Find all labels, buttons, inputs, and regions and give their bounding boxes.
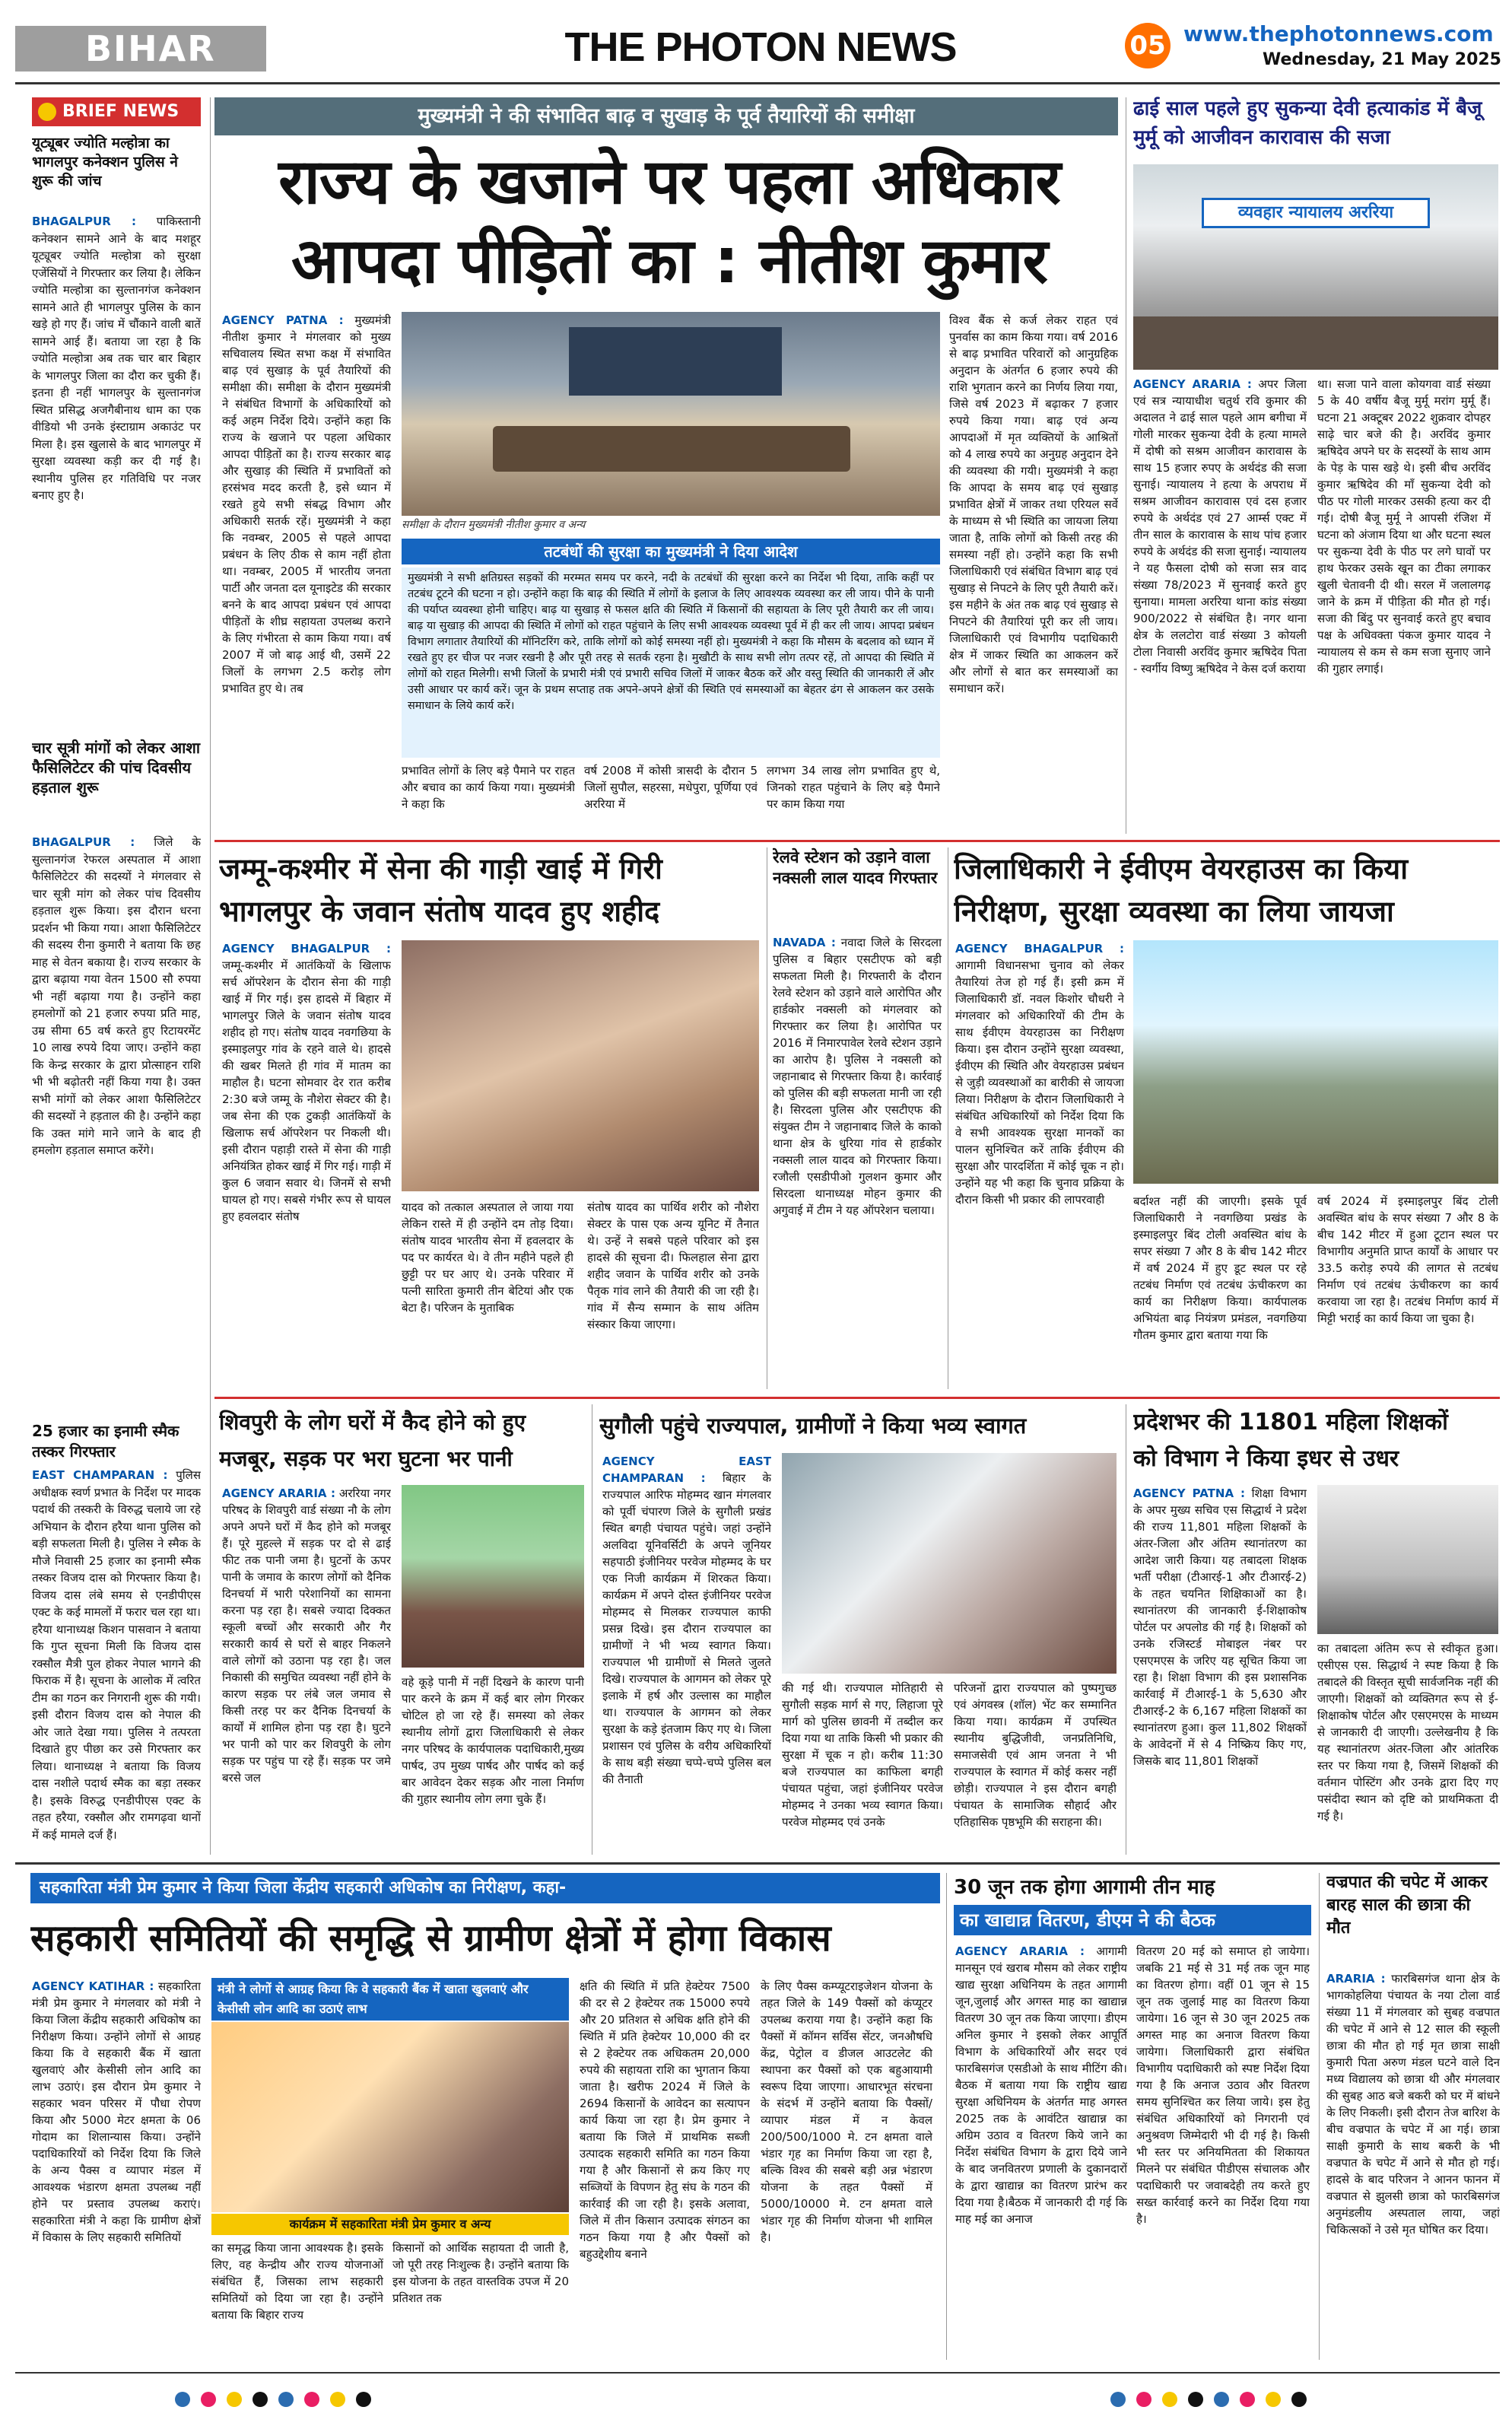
coop-bottom-col: का समृद्ध किया जाना आवश्यक है। इसके लिए, वह केन्द्रीय और राज्य योजनाओं संबंधित हैं, जिसका लाभ सहकारी समितियों को दिया जा रहा है। उन्होंने बताया कि बिहार राज्य <box>211 2241 383 2322</box>
lightning-text: फारबिसगंज थाना क्षेत्र के भागकोहलिया पंचायत के नया टोला वार्ड संख्या 11 में मंगलवार को सुबह वज्रपात की चपेट में आने से 12 साल की स्कूली छात्रा की मौत हो गई मृत छात्रा साक्षी कुमारी पिता अरुण मंडल घटने वाले दिन मध्य विद्यालय को छात्रा थी और मंगलवार की सुबह आठ बजे बकरी को घर में बांधने के लिए निकली। इसी दौरान तेज बारिश के बीच वज्रपात के चपेट में आ गई। छात्रा साक्षी कुमारी के साथ बकरी के भी वज्रपात के चपेट में आने से मौत हो गई। हादसे के बाद परिजन ने आनन फानन में वज्रपात से झुलसी छात्रा को फारबिसगंज अनुमंडलीय अस्पताल लाया, जहां चिकित्सकों ने उसे मृत घोषित कर दिया। <box>1326 1972 1500 2237</box>
shivpuri-column <box>222 1485 391 1855</box>
brief-headline: 25 हजार का इनामी स्मैक तस्कर गिरफ्तार <box>32 1422 179 1461</box>
brief-headline: यूट्यूबर ज्योति मल्होत्रा का भागलपुर कनेक्शन पुलिस ने शुरू की जांच <box>32 135 178 189</box>
column-divider <box>946 1873 947 2360</box>
lead-column <box>222 312 391 829</box>
coop-photo-banner: मंत्री ने लोगों से आग्रह किया कि वे सहकारी बैंक में खाता खुलवाएं और केसीसी लोन आदि का उठाएं लाभ <box>211 1978 569 2021</box>
page-number: 05 <box>1125 23 1171 68</box>
evm-headline: जिलाधिकारी ने ईवीएम वेयरहाउस का किया <box>954 852 1409 886</box>
lead-photo <box>402 312 940 516</box>
color-dots-right <box>1110 2392 1339 2410</box>
teachers-text: शिक्षा विभाग के अपर मुख्य सचिव एस सिद्धार्थ ने प्रदेश की राज्य 11,801 महिला शिक्षकों के अंतर-जिला और अंतिम स्थानांतरण का आदेश जारी किया। यह तबादला शिक्षक भर्ती परीक्षा (टीआरई-1 और टीआरई-2) के तहत चयनित शिक्षिकाओं का है। स्थानांतरण की जानकारी ई-शिक्षाकोष पोर्टल पर अपलोड की गई है। शिक्षकों को उनके रजिस्टर्ड मोबाइल नंबर पर एसएमएस के जरिए यह सूचित किया जा रहा है। शिक्षा विभाग की इस प्रशासनिक कार्रवाई में टीआरई-1 के 5,630 और टीआरई-2 के 6,167 महिला शिक्षकों का स्थानांतरण हुआ। कुल 11,802 शिक्षकों के आवेदनों में से 4 निष्क्रिय किए गए, जिसके बाद 11,801 शिक्षकों <box>1133 1486 1307 1768</box>
evm-photo <box>1133 940 1498 1184</box>
lead-kicker: मुख्यमंत्री ने की संभावित बाढ़ व सुखाड़ के पूर्व तैयारियों की समीक्षा <box>214 97 1118 135</box>
lead-bottom-col: प्रभावित लोगों के लिए बड़े पैमाने पर राहत और बचाव का कार्य किया गया। मुख्यमंत्री ने कहा कि <box>402 764 575 811</box>
color-dots-left <box>175 2392 403 2410</box>
section-tag: BIHAR <box>15 26 266 72</box>
jk-photo <box>402 940 759 1191</box>
evm-text: आगामी विधानसभा चुनाव को लेकर तैयारियां तेज हो गई हैं। इसी क्रम में जिलाधिकारी डॉ. नवल किशोर चौधरी ने मंगलवार को अधिकारियों की टीम के साथ ईवीएम वेयरहाउस का निरीक्षण किया। इस दौरान उन्होंने सुरक्षा व्यवस्था, ईवीएम की स्थिति और वेयरहाउस प्रबंधन से जुड़ी व्यवस्थाओं का बारीकी से जायजा लिया। निरीक्षण के दौरान जिलाधिकारी ने संबंधित अधिकारियों को निर्देश दिया कि वे सभी आवश्यक सुरक्षा मानकों का पालन सुनिश्चित करें ताकि ईवीएम की सुरक्षा और पारदर्शिता में कोई चूक न हो। उन्होंने यह भी कहा कि चुनाव प्रक्रिया के दौरान किसी भी प्रकार की लापरवाही <box>955 959 1124 1207</box>
register-dot <box>227 2392 242 2407</box>
meeting-table <box>493 426 850 472</box>
sugauli-column <box>602 1453 771 1855</box>
coop-column <box>32 1978 201 2358</box>
sub-box: मुख्यमंत्री ने सभी क्षतिग्रस्त सड़कों की मरम्मत समय पर करने, नदी के तटबंधों की सुरक्षा करने का निर्देश भी दिया, ताकि कहीं पर तटबंध टूटने की घटना न हो। उन्होंने कहा कि बाढ़ की स्थिति में लोगों के इलाज के लिए आवश्यक व्यवस्था कर ली जाय। पीने के पानी की पर्याप्त व्यवस्था होनी चाहिए। बाढ़ या सुखाड़ से फसल क्षति की स्थिति में किसानों की सहायता के लिए पूरी तैयारी कर ली जाय। बाढ़ या सुखाड़ की आपदा की स्थिति में लोगों को राहत पहुंचाने के लिए सभी आवश्यक व्यवस्था पूर्व में ही कर ली जाय। आपदा प्रबंधन विभाग लगातार तैयारियों की मॉनिटरिंग करे, ताकि लोगों को कोई समस्या नहीं हो। मुख्यमंत्री ने कहा कि मौसम के बदलाव को ध्यान में रखते हुए हर चीज पर नजर रखनी है और पूरी तरह से सतर्क रहना है। मुखौटी के साथ सभी लोग तत्पर रहें, तो आपदा की स्थिति में लोगों को राहत मिलेगी। सभी जिलों के प्रभारी मंत्री एवं प्रभारी सचिव जिलों में जाकर बैठक करें और वस्तु स्थिति की जानकारी लें और उसी आधार पर कार्य करें। जून के प्रथम सप्ताह तक अपने-अपने क्षेत्रों की स्थिति एवं समस्याओं का बेहतर ढंग से आकलन कर उसके समाधान के लिये कार्य करें। <box>402 568 940 758</box>
dateline: AGENCY PATNA : <box>1133 1486 1246 1500</box>
evm-column <box>955 940 1124 1248</box>
dateline: AGENCY KATIHAR : <box>32 1979 154 1993</box>
masthead <box>0 0 1512 85</box>
jk-bottom-col: यादव को तत्काल अस्पताल ले जाया गया लेकिन रास्ते में ही उन्होंने दम तोड़ दिया। संतोष यादव भारतीय सेना में हवलदार के पद पर कार्यरत थे। वे तीन महीने पहले ही छुट्टी पर घर आए थे। उनके परिवार में पत्नी सारिता कुमारी तीन बेटियां और एक बेटा है। परिजन के मुताबिक <box>402 1200 573 1315</box>
ration-headline: का खाद्यान्न वितरण, डीएम ने की बैठक <box>954 1905 1311 1935</box>
register-dot <box>1266 2392 1281 2407</box>
register-dot <box>201 2392 216 2407</box>
brief-body <box>32 1467 201 1855</box>
crowd <box>1133 316 1498 370</box>
dateline: AGENCY BHAGALPUR : <box>222 942 391 955</box>
register-dot <box>1162 2392 1177 2407</box>
sub-kicker: तटबंधों की सुरक्षा का मुख्यमंत्री ने दिया आदेश <box>402 539 940 564</box>
evm-bottom-col: वर्ष 2024 में इस्माइलपुर बिंद टोली अवस्थित बांध के सपर संख्या 7 और 8 के बीच 142 मीटर में हुआ टूटान स्थल पर विभागीय अनुमति प्राप्त कार्यों के आधार पर 33.5 करोड़ रुपये की लागत से तटबंध निर्माण एवं तटबंध ऊंचीकरण का कार्य करवाया जा रहा है। तटबंध निर्माण कार्य में मिट्टी भराई का कार्य किया जा चुका है। <box>1317 1194 1498 1325</box>
dateline: ARARIA : <box>1326 1972 1386 1986</box>
brief-headline: चार सूत्री मांगों को लेकर आशा फैसिलिटेटर की पांच दिवसीय हड़ताल शुरू <box>32 739 201 796</box>
register-dot <box>175 2392 190 2407</box>
sugauli-bottom-col: परिजनों द्वारा राज्यपाल को पुष्पगुच्छ एवं अंगवस्त्र (शॉल) भेंट कर सम्मानित किया गया। कार्यक्रम में उपस्थित स्थानीय बुद्धिजीवी, जनप्रतिनिधि, समाजसेवी एवं आम जनता ने भी राज्यपाल के स्वागत में कोई कसर नहीं छोड़ी। राज्यपाल ने इस दौरान बगही पंचायत के सामाजिक सौहार्द और एतिहासिक पृष्ठभूमि की सराहना की। <box>954 1681 1117 1829</box>
teachers-photo <box>1317 1485 1498 1634</box>
photo-caption: समीक्षा के दौरान मुख्यमंत्री नीतीश कुमार व अन्य <box>402 519 586 531</box>
brief-news-label: BRIEF NEWS <box>32 97 201 126</box>
section-rule <box>15 1862 1500 1865</box>
register-dot <box>1110 2392 1126 2407</box>
shivpuri-headline: मजबूर, सड़क पर भरा घुटना भर पानी <box>219 1446 513 1471</box>
dateline: EAST CHAMPARAN : <box>32 1468 168 1482</box>
lead-bottom-col: वर्ष 2008 में कोसी त्रासदी के दौरान 5 जिलों सुपौल, सहरसा, मधेपुरा, पूर्णिया एवं अररिया में <box>584 764 758 811</box>
dateline: AGENCY PATNA : <box>222 313 344 327</box>
lead-bottom-col: लगभग 34 लाख लोग प्रभावित हुए थे, जिनको राहत पहुंचाने के लिए बड़े पैमाने पर काम किया गया <box>767 764 940 811</box>
brief-text: जिले के सुल्तानगंज रेफरल अस्पताल में आशा फैसिलिटेटर की सदस्यों ने मंगलवार से चार सूत्री मांग को लेकर पांच दिवसीय हड़ताल शुरू किया। इस दौरान धरना प्रदर्शन भी किया गया। आशा फैसिलिटेटर की सदस्य रीना कुमारी ने बताया कि छह माह से वेतन बकाया है। राज्य सरकार के द्वारा बढ़ाया गया वेतन 1500 सौ रुपया भी नहीं बढ़ाया गया है। उन्होंने कहा हमलोगों को 21 हजार रुपया प्रति माह, उम्र सीमा 65 वर्ष करते हुए रिटायरमेंट 10 लाख रुपये दिया जाए। उन्होंने कहा कि केन्द्र सरकार के द्वारा प्रोत्साहन राशि भी भी बढ़ोतरी नहीं किया गया है। उक्त सभी मांगों को लेकर आशा फैसिलिटेटर की सदस्यों ने हड़ताल की है। उन्होंने कहा कि उक्त मांगे माने जाने के बाद ही हमलोग हड़ताल समाप्त करेंगे। <box>32 835 201 1157</box>
dateline: NAVADA : <box>773 936 836 949</box>
register-dot <box>278 2392 294 2407</box>
register-dot <box>1136 2392 1151 2407</box>
railway-text: नवादा जिले के सिरदला पुलिस व बिहार एसटीएफ को बड़ी सफलता मिली है। गिरफ्तारी के दौरान रेलवे स्टेशन को उड़ाने वाले आरोपित और हार्डकोर नक्सली को मंगलवार को गिरफ्तार कर लिया है। आरोपित पर 2016 में निमारपावेल रेलवे स्टेशन उड़ाने का आरोप है। पुलिस ने नक्सली को जहानाबाद से गिरफ्तार किया है। कार्रवाई को पुलिस की बड़ी सफलता मानी जा रही है। सिरदला पुलिस और एसटीएफ की संयुक्त टीम ने जहानाबाद जिले के काको थाना क्षेत्र के धुरिया गांव से हार्डकोर नक्सली लाल यादव को गिरफ्तार किया। रजौली एसडीपीओ गुलशन कुमार और सिरदला थानाध्यक्ष मोहन कुमार की अगुवाई में टीम ने यह ऑपरेशन चलाया। <box>773 936 942 1217</box>
ration-text: आगामी मानसून एवं खराब मौसम को लेकर राष्ट्रीय खाद्य सुरक्षा अधिनियम के तहत आगामी जून,जुलाई और अगस्त माह का खाद्यान्न वितरण 30 जून तक किया जाएगा। डीएम अनिल कुमार ने इसको लेकर आपूर्ति विभाग के अधिकारियों और सदर एवं फारबिसगंज एसडीओ के साथ मीटिंग की। बैठक में बताया गया कि राष्ट्रीय खाद्य सुरक्षा अधिनियम के अंतर्गत माह अगस्त 2025 तक के आवंटित खाद्यान्न का अग्रिम उठाव व वितरण किये जाने का निर्देश संबंधित विभाग के द्वारा दिये जाने के बाद जनवितरण प्रणाली के दुकानदारों के द्वारा खाद्यान्न का वितरण प्रारंभ कर दिया गया है।बैठक में जानकारी दी गई कि माह मई का अनाज <box>955 1944 1127 2226</box>
jk-text: जम्मू-कश्मीर में आतंकियों के खिलाफ सर्च ऑपरेशन के दौरान सेना की गाड़ी खाई में गिर गई। इस हादसे में बिहार में भागलपुर जिले के जवान संतोष यादव शहीद हो गए। संतोष यादव नवगछिया के इस्माइलपुर गांव के रहने वाले थे। हादसे की खबर मिलते ही गांव में मातम का माहौल है। घटना सोमवार देर रात करीब 2:30 बजे जम्मू के नौशेरा सेक्टर की है। जब सेना की एक टुकड़ी आतंकियों के खिलाफ सर्च ऑपरेशन पर निकली थी। इसी दौरान पहाड़ी रास्ते में सेना की गाड़ी अनियंत्रित होकर खाई में गिर गई। गाड़ी में कुल 6 जवान सवार थे। जिनमें से सभी घायल हो गए। सबसे गंभीर रूप से घायल हुए हवलदार संतोष <box>222 959 391 1223</box>
brief-body <box>32 834 201 1404</box>
section-rule <box>214 840 1500 842</box>
shivpuri-photo <box>402 1485 584 1668</box>
sukanya-column <box>1133 376 1307 829</box>
lead-headline: राज्य के खजाने पर पहला अधिकार <box>278 146 1060 218</box>
dateline: AGENCY EAST CHAMPARAN : <box>602 1455 771 1485</box>
evm-bottom-col: बर्दाश्त नहीं की जाएगी। इसके पूर्व जिलाधिकारी ने नवगछिया प्रखंड के इस्माइलपुर बिंद टोली अवस्थित बांध के सपर संख्या 7 और 8 के बीच 142 मीटर में वर्ष 2024 में हुए डूट स्थल पर रहे तटबंध निर्माण एवं तटबंध ऊंचीकरण का कार्य का निरीक्षण किया। कार्यपालक अभियंता बाढ़ नियंत्रण प्रमंडल, नवगछिया गौतम कुमार द्वारा बताया गया कि <box>1133 1194 1307 1342</box>
register-dot <box>1240 2392 1255 2407</box>
screen <box>569 327 782 396</box>
coop-text: सहकारिता मंत्री प्रेम कुमार ने मंगलवार को मंत्री ने किया जिला केंद्रीय सहकारी अधिकोष का निरीक्षण किया। उन्होंने लोगों से आग्रह किया कि वे सहकारी बैंक में खाता खुलवाएं और केसीसी लोन आदि का लाभ उठाएं। इस दौरान प्रेम कुमार ने सहकार भवन परिसर में पौधा रोपण किया और 5000 मेटर क्षमता के 06 गोदाम का शिलान्यास किया। उन्होंने पदाधिकारियों को निर्देश दिया कि जिले के अन्य पैक्स व व्यापार मंडल में आवश्यक भंडारण क्षमता उपलब्ध नहीं होने पर प्रस्ताव उपलब्ध कराएं। सहकारिता मंत्री ने कहा कि ग्रामीण क्षेत्रों में विकास के लिए सहकारी समितियों <box>32 1979 201 2244</box>
lead-headline: आपदा पीड़ितों का : नीतीश कुमार <box>291 225 1048 297</box>
teachers-column <box>1133 1485 1307 1855</box>
sukanya-column: था। सजा पाने वाला कोयगवा वार्ड संख्या 5 के 40 वर्षीय बैजू मुर्मू मरांग मुर्मू हैं। घटना 21 अक्टूबर 2022 शुक्रवार दोपहर साढ़े चार बजे की है। अरविंद कुमार ऋषिदेव अपने घर के सदस्यों के साथ आम के पेड़ के पास खड़े थे। इसी बीच अरविंद कुमार ऋषिदेव की माँ सुकन्या देवी को पीठ पर गोली मारकर उसकी हत्या कर दी गई। दोषी बैजू मुर्मू ने आपसी रंजिश में घटना को अंजाम दिया था और घटना स्थल पर सुकन्या देवी के पीठ पर लगे घावों पर हाथ फेरकर उसके खून का टीका लगाकर खुली चेतावनी दी थी। सरल में जलालगढ़ जाने के क्रम में पीड़िता की मौत हो गई। सजा की बिंदु पर सुनवाई करते हुए बचाव पक्ष के अधिवक्ता पंकज कुमार यादव ने न्यायालय से कम से कम सजा सुनाए जाने की गुहार लगाई। <box>1317 377 1491 676</box>
column-divider <box>1319 1873 1320 2360</box>
column-divider <box>210 97 211 1855</box>
coop-column: के लिए पैक्स कम्प्यूटराइजेशन योजना के तहत जिले के 149 पैक्सों को कंप्यूटर उपलब्ध कराया गया है। उन्होंने कहा कि पैक्सों में कॉमन सर्विस सेंटर, जनऔषधि केंद्र, पेट्रोल व डीजल आउटलेट की स्थापना कर पैक्सों को एक बहुआयामी स्वरूप दिया जाएगा। आधारभूत संरचना के संदर्भ में उन्होंने बताया कि पैक्सों/व्यापार मंडल में न केवल 200/500/1000 मे. टन क्षमता वाले भंडार गृह का निर्माण किया जा रहा है, बल्कि विश्व की सबसे बड़ी अन्न भंडारण योजना के तहत पैक्सों में 5000/10000 मे. टन क्षमता वाले भंडार गृह की निर्माण योजना भी शामिल है। <box>761 1979 932 2244</box>
issue-date: Wednesday, 21 May 2025 <box>1263 50 1501 69</box>
coop-kicker: सहकारिता मंत्री प्रेम कुमार ने किया जिला केंद्रीय सहकारी अधिकोष का निरीक्षण, कहा- <box>30 1873 940 1903</box>
register-dot <box>304 2392 319 2407</box>
teachers-column: का तबादला अंतिम रूप से स्वीकृत हुआ। एसीएस एस. सिद्धार्थ ने स्पष्ट किया है कि तबादले की विस्तृत सूची सार्वजनिक नहीं की जाएगी। शिक्षकों को व्यक्तिगत रूप से ई-शिक्षाकोष पोर्टल और एसएमएस के माध्यम से जानकारी दी जाएगी। उल्लेखनीय है कि यह स्थानांतरण अंतर-जिला और आंतरिक स्तर पर किया गया है, जिसमें शिक्षकों की वर्तमान पोस्टिंग और उनके द्वारा दिए गए पसंदीदा स्थान को दृष्टि को प्राथमिकता दी गई है। <box>1317 1642 1498 1823</box>
lightning-body <box>1326 1970 1500 2358</box>
dateline: BHAGALPUR : <box>32 835 135 849</box>
sugauli-photo <box>782 1453 1117 1674</box>
footer-register-marks <box>0 2386 1512 2416</box>
sugauli-headline: सुगौली पहुंचे राज्यपाल, ग्रामीणों ने किया भव्य स्वागत <box>599 1413 1027 1439</box>
brief-news-icon <box>38 103 56 121</box>
masthead-rule <box>15 82 1500 84</box>
register-dot <box>253 2392 268 2407</box>
court-photo <box>1133 164 1498 370</box>
brief-text: पुलिस अधीक्षक स्वर्ण प्रभात के निर्देश पर मादक पदार्थ की तस्करी के विरुद्ध चलाये जा रहे अभियान के दौरान हरैया थाना पुलिस को बड़ी सफलता मिली है। पुलिस ने स्मैक के मौजे निवासी 25 हजार का इनामी स्मैक तस्कर विजय दास को गिरफ्तार किया है। विजय दास लंबे समय से एनडीपीएस एक्ट के कई मामलों में फरार चल रहा था। हरैया थानाध्यक्ष किशन पासवान ने बताया कि गुप्त सूचना मिली कि विजय दास रक्सौल मैत्री पुल होकर नेपाल भागने की फिराक में है। सूचना के आलोक में त्वरित टीम का गठन कर निगरानी शुरू की गयी। इसी दौरान विजय दास को नेपाल की ओर जाते देखा गया। पुलिस ने तत्परता दिखाते हुए पीछा कर उसे गिरफ्तार कर लिया। थानाध्यक्ष ने बताया कि विजय दास नशीले पदार्थ स्मैक का बड़ा तस्कर है। इसके विरुद्ध एनडीपीएस एक्ट के तहत हरैया, रक्सौल और रामगढ़वा थानों में कई मामले दर्ज हैं। <box>32 1468 201 1842</box>
register-dot <box>356 2392 371 2407</box>
coop-bottom-col: किसानों को आर्थिक सहायता दी जाती है, जो पूरी तरह निःशुल्क है। उन्होंने बताया कि इस योजना के तहत वास्तविक उपज में 20 प्रतिशत तक <box>392 2241 569 2305</box>
brief-news-column <box>32 97 201 1855</box>
dateline: AGENCY ARARIA : <box>955 1944 1085 1958</box>
register-dot <box>1214 2392 1229 2407</box>
coop-headline: सहकारी समितियों की समृद्धि से ग्रामीण क्षेत्रों में होगा विकास <box>30 1917 831 1960</box>
dateline: AGENCY BHAGALPUR : <box>955 942 1124 955</box>
teachers-headline: प्रदेशभर की 11801 महिला शिक्षकों <box>1133 1409 1448 1436</box>
teachers-headline: को विभाग ने किया इधर से उधर <box>1133 1445 1399 1472</box>
ration-column <box>955 1943 1127 2358</box>
dateline: BHAGALPUR : <box>32 215 136 228</box>
dateline: AGENCY ARARIA : <box>222 1486 335 1500</box>
sukanya-headline: ढाई साल पहले हुए सुकन्या देवी हत्याकांड में बैजू मुर्मू को आजीवन कारावास की सजा <box>1133 97 1482 149</box>
lead-text: मुख्यमंत्री नीतीश कुमार ने मंगलवार को मुख्य सचिवालय स्थित सभा कक्ष में संभावित बाढ़ एवं सुखाड़ के पूर्व तैयारियों की समीक्षा की। समीक्षा के दौरान मुख्यमंत्री ने संबंधित विभागों के अधिकारियों को कई अहम निर्देश दिये। उन्होंने कहा कि राज्य के खजाने पर पहला अधिकार आपदा पीड़ितों का है। राज्य सरकार बाढ़ और सुखाड़ की स्थिति में प्रभावितों को हरसंभव मदद करती है, इसे ध्यान में रखते हुये सभी संबद्ध विभाग और अधिकारी सतर्क रहें। मुख्यमंत्री ने कहा कि नवम्बर, 2005 से पहले आपदा प्रबंधन के लिए ठीक से काम नहीं होता था। नवम्बर, 2005 में भारतीय जनता पार्टी और जनता दल यूनाइटेड की सरकार बनने के बाद आपदा प्रबंधन एवं आपदा पीड़ितों के शीघ्र सहायता उपलब्ध कराने के लिए गंभीरता से काम किया गया। वर्ष 2007 में जो बाढ़ आई थी, उसमें 22 जिलों के लगभग 2.5 करोड़ लोग प्रभावित हुए थे। तब <box>222 313 391 695</box>
ration-column: वितरण 20 मई को समाप्त हो जायेगा। जबकि 21 मई से 31 मई तक जून माह का वितरण होगा। वहीं 01 जून से 15 जून तक जुलाई माह का वितरण किया जायेगा। 16 जून से 30 जून 2025 तक अगस्त माह का अनाज वितरण किया जायेगा। जिलाधिकारी द्वारा संबंधित विभागीय पदाधिकारी को स्पष्ट निर्देश दिया गया है कि अनाज उठाव और वितरण समय सुनिश्चित कर लिया जाये। इस हेतु संबंधित अधिकारियों को निगरानी एवं अनुश्रवण जिम्मेदारी भी दी गई है। किसी भी स्तर पर अनियमितता की शिकायत मिलने पर संबंधित पीडीएस संचालक और पदाधिकारी पर जवाबदेही तय करते हुए सख्त कार्रवाई करने का निर्देश दिया गया है। <box>1136 1944 1310 2226</box>
coop-column: क्षति की स्थिति में प्रति हेक्टेयर 7500 की दर से 2 हेक्टेयर तक 15000 रुपये और 20 प्रतिशत से अधिक क्षति होने की स्थिति में प्रति हेक्टेयर 10,000 की दर से 2 हेक्टेयर तक अधिकतम 20,000 रुपये की सहायता राशि का भुगतान किया जाता है। खरीफ 2024 में जिले के 2694 किसानों के आवेदन का सत्यापन कार्य किया जा रहा है। प्रेम कुमार ने बताया कि जिले में प्राथमिक सब्जी उत्पादक सहकारी समिति का गठन किया गया है और किसानों से क्रय किए गए सब्जियों के विपणन हेतु संघ के गठन की कार्रवाई की जा रही है। इसके अलावा, जिले में तीन किसान उत्पादक संगठन का गठन किया गया है और पैक्सों को बहुउद्देशीय बनाने <box>580 1979 750 2261</box>
jk-headline: जम्मू-कश्मीर में सेना की गाड़ी खाई में गिरी <box>219 852 662 886</box>
sugauli-bottom-col: की गई थी। राज्यपाल मोतिहारी से सुगौली सड़क मार्ग से गए, लिहाजा पूरे मार्ग को पुलिस छावनी में तब्दील कर दिया गया था ताकि किसी भी प्रकार की सुरक्षा में चूक न हो। करीब 11:30 बजे राज्यपाल का काफिला बगही पंचायत पहुंचा, जहां इंजीनियर परवेज मोहम्मद ने उनका भव्य स्वागत किया। परवेज मोहम्मद एवं उनके <box>782 1681 943 1829</box>
jk-headline: भागलपुर के जवान संतोष यादव हुए शहीद <box>219 895 660 928</box>
jk-bottom-col: संतोष यादव का पार्थिव शरीर को नौशेरा सेक्टर के पास एक अन्य यूनिट में तैनात थे। उन्हें ने सबसे पहले परिवार को इस हादसे की सूचना दी। फिलहाल सेना द्वारा शहीद जवान के पार्थिव शरीर को उनके पैतृक गांव लाने की तैयारी की जा रही है। गांव में सैन्य सम्मान के साथ अंतिम संस्कार किया जाएगा। <box>587 1200 759 1331</box>
jk-column <box>222 940 391 1389</box>
lead-column: विश्व बैंक से कर्ज लेकर राहत एवं पुनर्वास का काम किया गया। वर्ष 2016 से बाढ़ प्रभावित परिवारों को आनुग्रहिक अनुदान के अंतर्गत 6 हजार रुपये की राशि भुगतान करने का निर्णय लिया गया, जिसे वर्ष 2023 में बढ़ाकर 7 हजार रुपये किया गया। बाढ़ एवं अन्य आपदाओं में मृत व्यक्तियों के आश्रितों को 4 लाख रुपये का अनुग्रह अनुदान देने की व्यवस्था की गयी। मुख्यमंत्री ने कहा कि आपदा के समय बाढ़ एवं सुखाड़ प्रभावित क्षेत्रों में जाकर तथा एरियल सर्वे के माध्यम से भी स्थिति का जायजा लिया जाता है, ताकि लोगों को किसी तरह की समस्या नहीं हो। उन्होंने कहा कि सभी जिलाधिकारी एवं संबंधित विभाग बाढ़ एवं सुखाड़ से निपटने के लिए पूरी तैयारी करें। इस महीने के अंत तक बाढ़ एवं सुखाड़ से निपटने की तैयारियां पूरी कर ली जाय। जिलाधिकारी एवं विभागीय पदाधिकारी क्षेत्र में जाकर स्थिति का आकलन करें और लोगों से बात कर समस्याओं का समाधान करें। <box>949 313 1118 695</box>
brief-text: पाकिस्तानी कनेक्शन सामने आने के बाद मशहूर यूट्यूबर ज्योति मल्होत्रा को सुरक्षा एजेंसियों ने गिरफ्तार कर लिया है। लेकिन ज्योति मल्होत्रा का सुल्तानगंज कनेक्शन सामने आते ही भागलपुर पुलिस के कान खड़े हो गए हैं। जांच में चौंकाने वाली बातें सामने आई हैं। बताया जा रहा है कि ज्योति मल्होत्रा अब तक चार बार बिहार के भागलपुर जिला का दौरा कर चुकी हैं। इतना ही नहीं भागलपुर के सुल्तानगंज स्थित प्रसिद्ध अजगैबीनाथ धाम का एक वीडियो भी उनके इंस्टाग्राम अकाउंट पर मिला है। इस खुलासे के बाद भागलपुर में सुरक्षा व्यवस्था कड़ी कर दी गई है। स्थानीय पुलिस हर गतिविधि पर नजर बनाए हुए है। <box>32 215 201 502</box>
evm-headline: निरीक्षण, सुरक्षा व्यवस्था का लिया जायजा <box>954 895 1394 928</box>
website[interactable]: www.thephotonnews.com <box>1183 21 1494 46</box>
register-dot <box>1291 2392 1307 2407</box>
sukanya-text: अपर जिला एवं सत्र न्यायाधीश चतुर्थ रवि कुमार की अदालत ने ढाई साल पहले आम बगीचा में गोली मारकर सुकन्या देवी के हत्या मामले में दोषी को सश्रम आजीवन कारावास के साथ 15 हजार रुपए के अर्थदंड की सजा सुनाई। न्यायालय ने हत्या के अपराध में सश्रम आजीवन कारावास एवं दस हजार रुपये के अर्थदंड एवं 27 आर्म्स एक्ट में तीन साल के कारावास के साथ पांच हजार रुपये के अर्थदंड की सजा सुनाई। न्यायालय ने यह फैसला दोषी को सजा सत्र वाद संख्या 78/2023 में सुनवाई करते हुए सुनाया। मामला अररिया थाना कांड संख्या 900/2022 से संबंधित है। नगर थाना क्षेत्र के ललटोरा वार्ड संख्या 3 कोयली टोला निवासी अरविंद कुमार ऋषिदेव पिता - स्वर्गीय विष्णु ऋषिदेव ने केस दर्ज कराया <box>1133 377 1307 676</box>
lightning-headline: वज्रपात की चपेट में आकर बारह साल की छात्रा की मौत <box>1326 1873 1488 1938</box>
register-dot <box>1188 2392 1203 2407</box>
sugauli-text: बिहार के राज्यपाल आरिफ मोहम्मद खान मंगलवार को पूर्वी चंपारण जिले के सुगौली प्रखंड स्थित बगही पंचायत पहुंचे। जहां उन्होंने अलविदा यूनिवर्सिटी के अपने जूनियर सहपाठी इंजीनियर परवेज मोहम्मद के घर एक निजी कार्यक्रम में शिरकत किया। कार्यक्रम में अपने दोस्त इंजीनियर परवेज मोहम्मद से मिलकर राज्यपाल काफी प्रसन्न दिखे। इस दौरान राज्यपाल का ग्रामीणों ने भी भव्य स्वागत किया। राज्यपाल भी ग्रामीणों से मिलते जुलते दिखे। राज्यपाल के आगमन को लेकर पूरे इलाके में हर्ष और उल्लास का माहौल था। राज्यपाल के आगमन को लेकर सुरक्षा के कड़े इंतजाम किए गए थे। जिला प्रशासन एवं पुलिस के वरीय अधिकारियों के साथ बड़ी संख्या चप्पे-चप्पे पुलिस बल की तैनाती <box>602 1471 771 1786</box>
photo-caption: कार्यक्रम में सहकारिता मंत्री प्रेम कुमार व अन्य <box>211 2214 569 2235</box>
section-rule <box>214 1397 1500 1399</box>
railway-body <box>773 934 942 1389</box>
shivpuri-column: वहे कूड़े पानी में नहीं दिखने के कारण पानी पार करने के क्रम में कई बार लोग गिरकर चोटिल हो जा रहे हैं। समस्या को लेकर स्थानीय लोगों द्वारा जिलाधिकारी से लेकर नगर परिषद के कार्यपालक पदाधिकारी,मुख्य पार्षद, उप मुख्य पार्षद और पार्षद को कई बार आवेदन देकर सड़क और नाला निर्माण की गुहार स्थानीय लोग लगा चुके हैं। <box>402 1675 584 1806</box>
register-dot <box>330 2392 345 2407</box>
railway-headline: रेलवे स्टेशन को उड़ाने वाला नक्सली लाल यादव गिरफ्तार <box>773 848 938 887</box>
court-sign: व्यवहार न्यायालय अररिया <box>1202 198 1430 228</box>
shivpuri-headline: शिवपुरी के लोग घरों में कैद होने को हुए <box>219 1410 526 1435</box>
shivpuri-text: अररिया नगर परिषद के शिवपुरी वार्ड संख्या नौ के लोग अपने अपने घरों में कैद होने को मजबूर हैं। पूरे मुहल्ले में सड़क पर दो से ढाई फीट तक पानी जमा है। घुटनों के ऊपर पानी के जमाव के कारण लोगों को दैनिक दिनचर्या में भारी परेशानियों का सामना करना पड़ रहा है। सबसे ज्यादा दिक्कत स्कूली बच्चों और सरकारी और गैर सरकारी कार्य से घरों से बाहर निकलने वाले लोगों को उठाना पड़ रहा है। जल निकासी की समुचित व्यवस्था नहीं होने के कारण सड़क पर लंबे जल जमाव से किसी तरह पर कर दैनिक दिनचर्या के कार्यों में शामिल होना पड़ रहा है। घुटने भर पानी को पार कर शिवपुरी के लोग सड़क पर पहुंच पा रहे हैं। सड़क पर जमे बरसे जल <box>222 1486 391 1785</box>
footer-rule <box>15 2372 1500 2374</box>
logo: THE PHOTON NEWS <box>564 24 957 70</box>
ration-headline: 30 जून तक होगा आगामी तीन माह <box>954 1876 1215 1899</box>
brief-body <box>32 213 201 730</box>
coop-photo <box>211 2022 569 2212</box>
dateline: AGENCY ARARIA : <box>1133 377 1252 391</box>
